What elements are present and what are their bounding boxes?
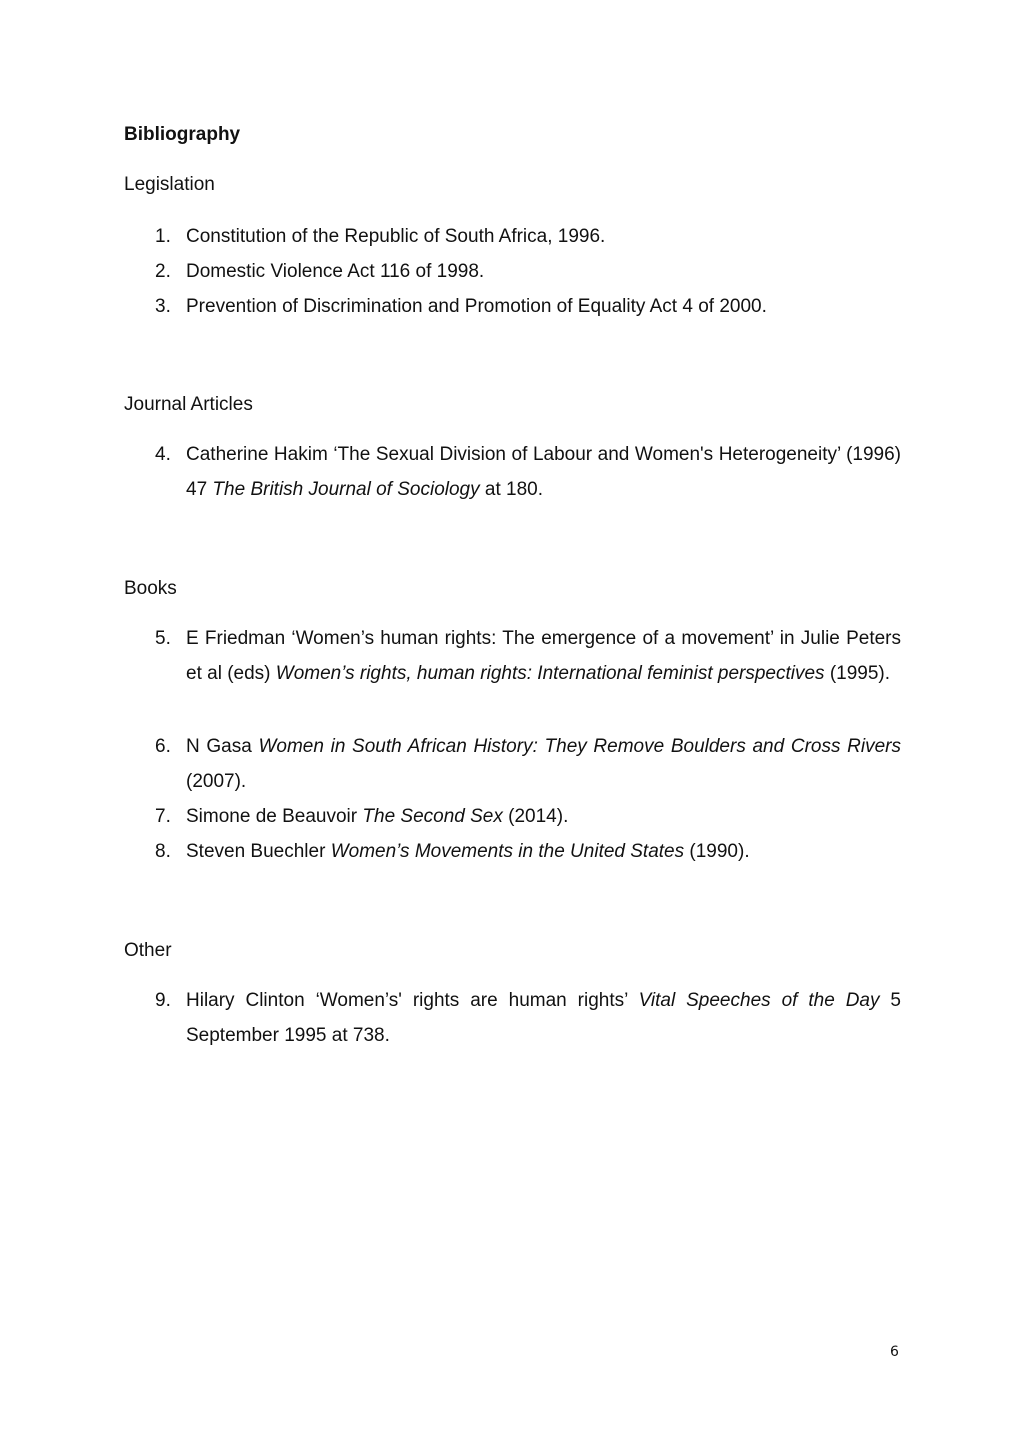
entry-text: Steven Buechler Women’s Movements in the United States (1990). [186,841,750,862]
entry-text: Prevention of Discrimination and Promotion of Equality Act 4 of 2000. [186,296,767,317]
bibliography-entry [155,834,901,869]
bibliography-entry [155,621,901,691]
entry-text: Domestic Violence Act 116 of 1998. [186,261,485,282]
entry-number: 3. [155,296,171,317]
entry-text: N Gasa Women in South African History: They Remove Boulders and Cross Rivers (2007). [186,736,901,792]
page-number: 6 [890,1344,899,1360]
section-heading-books: Books [124,578,177,599]
journal-title: The British Journal of Sociology [212,479,480,500]
publication-title: Vital Speeches of the Day [638,990,880,1011]
entry-number: 2. [155,261,171,282]
entry-text: Simone de Beauvoir The Second Sex (2014). [186,806,569,827]
entry-number: 4. [155,444,171,465]
entry-number: 6. [155,736,171,757]
bibliography-entry [155,437,901,507]
entry-text: Catherine Hakim ‘The Sexual Division of Labour and Women's Heterogeneity’ (1996) 47 The British Journal of Sociology at 180. [186,444,901,500]
entry-number: 5. [155,628,171,649]
entry-number: 8. [155,841,171,862]
section-heading-journal-articles: Journal Articles [124,394,253,415]
section-heading-legislation: Legislation [124,174,215,195]
bibliography-entry [155,254,901,289]
section-heading-other: Other [124,940,172,961]
entry-text: E Friedman ‘Women’s human rights: The emergence of a movement’ in Julie Peters et al (eds) Women’s rights, human rights: International feminist perspectives (1995). [186,628,901,684]
bibliography-entry [155,983,901,1053]
page-title: Bibliography [124,124,241,145]
bibliography-entry [155,729,901,799]
entry-number: 1. [155,226,171,247]
entry-text: Hilary Clinton ‘Women’s' rights are human rights’ Vital Speeches of the Day 5 September 1995 at 738. [186,990,901,1046]
book-title: Women in South African History: They Remove Boulders and Cross Rivers [258,736,901,757]
bibliography-entry [155,799,901,834]
entry-number: 7. [155,806,171,827]
book-title: The Second Sex [362,806,503,827]
entry-number: 9. [155,990,171,1011]
bibliography-entry [155,289,901,324]
book-title: Women’s Movements in the United States [330,841,685,862]
entry-text: Constitution of the Republic of South Africa, 1996. [186,226,606,247]
book-title: Women’s rights, human rights: International feminist perspectives [275,663,825,684]
bibliography-entry [155,219,901,254]
